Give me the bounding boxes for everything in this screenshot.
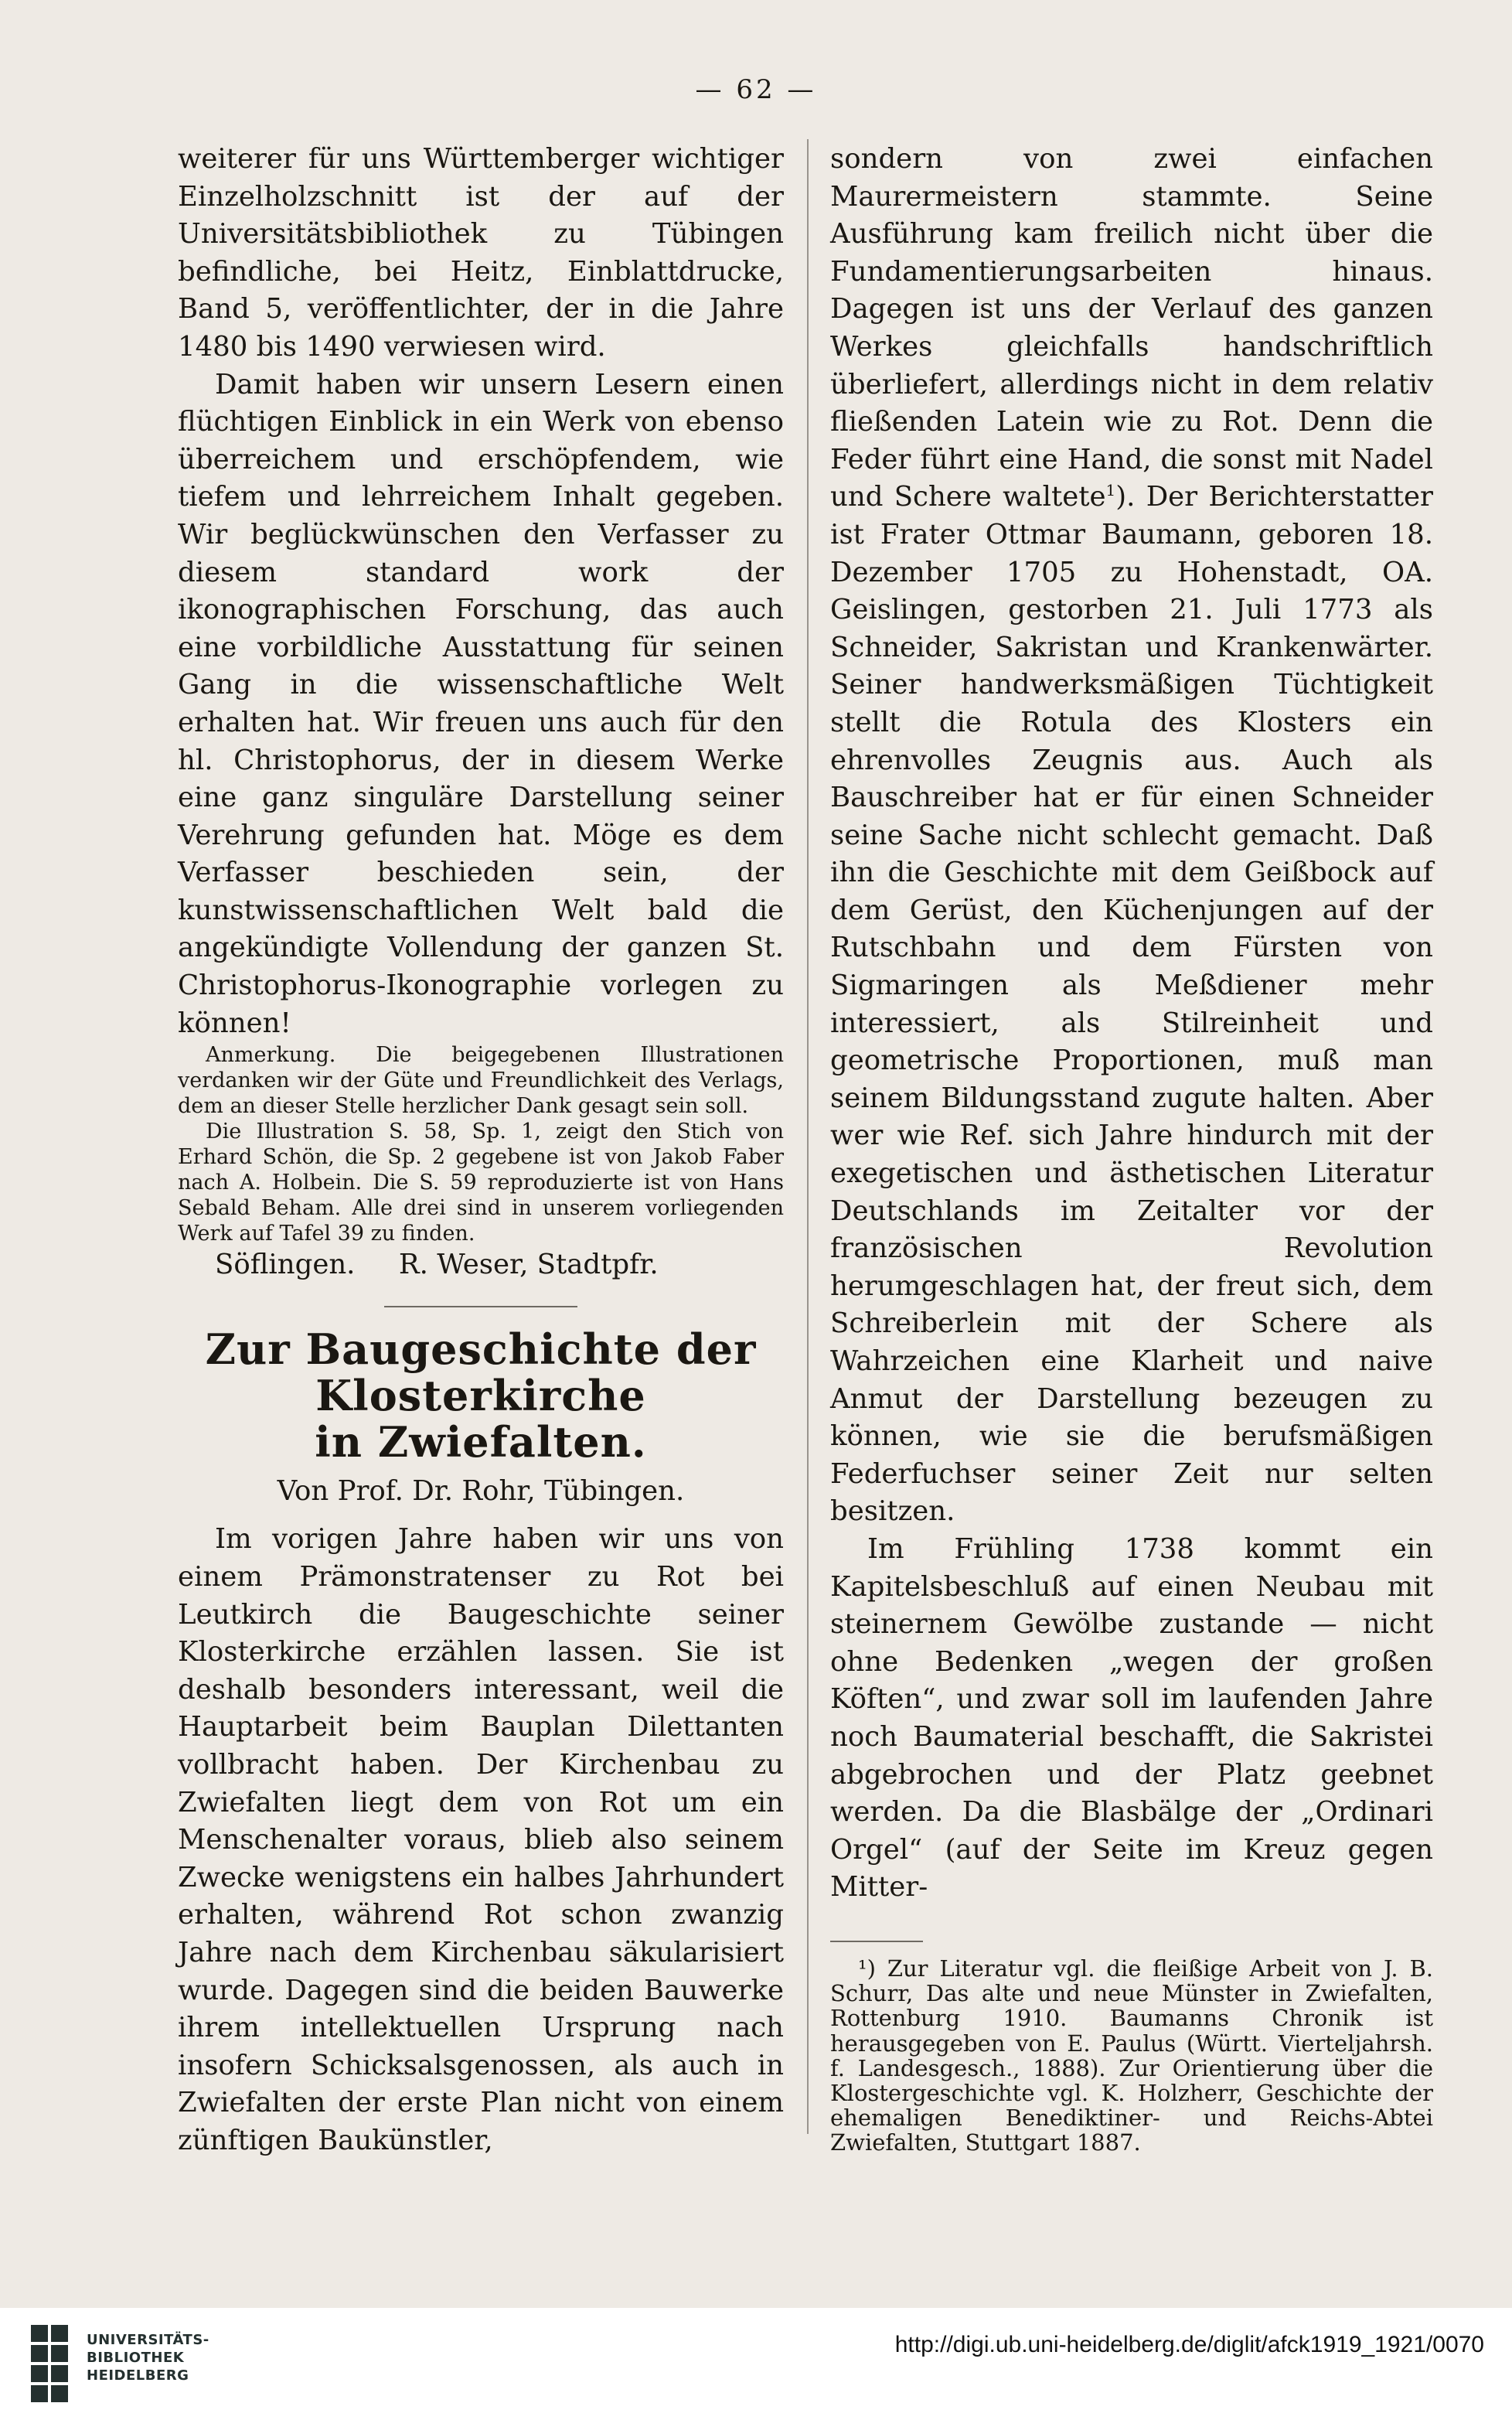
right-paragraph-1	[830, 141, 1433, 1531]
section-divider	[384, 1306, 577, 1307]
library-name-line-1: UNIVERSITÄTS-	[87, 2332, 209, 2348]
right-paragraph-2: Im Frühling 1738 kommt ein Kapitelsbeschluß auf einen Neubau mit steinernem Gewölbe zustande — nicht ohne Bedenken „wegen der großen Köften“, und zwar soll im laufenden Jahre noch Baumaterial beschafft, die Sakristei abgebrochen und der Platz geebnet werden. Da die Blasbälge der „Ordinari Orgel“ (auf der Seite im Kreuz gegen Mitter-	[830, 1532, 1433, 1904]
article-title-line-1: Zur Baugeschichte der Klosterkirche	[205, 1324, 757, 1420]
byline: Von Prof. Dr. Rohr, Tübingen.	[277, 1474, 685, 1507]
library-name-line-2: BIBLIOTHEK	[87, 2350, 185, 2366]
left-paragraph-3: Im vorigen Jahre haben wir uns von einem Prämonstratenser zu Rot bei Leutkirch die Baugeschichte seiner Klosterkirche erzählen lassen. Sie ist deshalb besonders interessant, weil die Hauptarbeit beim Bauplan Dilettanten vollbracht haben. Der Kirchenbau zu Zwiefalten liegt dem von Rot um ein Menschenalter voraus, blieb also seinem Zwecke wenigstens ein halbes Jahrhundert erhalten, während Rot schon zwanzig Jahre nach dem Kirchenbau säkularisiert wurde. Dagegen sind die beiden Bauwerke ihrem intellektuellen Ursprung nach insofern Schicksalsgenossen, als auch in Zwiefalten der erste Plan nicht von einem zünftigen Baukünstler,	[178, 1523, 784, 2156]
page-number: — 62 —	[695, 74, 817, 105]
column-divider	[807, 139, 809, 2134]
signature: Söflingen. R. Weser, Stadtpfr.	[215, 1249, 659, 1281]
library-name-line-3: HEIDELBERG	[87, 2367, 189, 2384]
footnote-rule	[830, 1941, 923, 1942]
left-column	[178, 141, 784, 2160]
left-paragraph-2: Damit haben wir unsern Lesern einen flüchtigen Einblick in ein Werk von ebenso überreichem und erschöpfendem, wie tiefem und lehrreichem Inhalt gegeben. Wir beglückwünschen den Verfasser zu diesem standard work der ikonographischen Forschung, das auch eine vorbildliche Ausstattung für seinen Gang in die wissenschaftliche Welt erhalten hat. Wir freuen uns auch für den hl. Christophorus, der in diesem Werke eine ganz singuläre Darstellung seiner Verehrung gefunden hat. Möge es dem Verfasser beschieden sein, der kunstwissenschaftlichen Welt bald die angekündigte Vollendung der ganzen St. Christophorus-Ikonographie vorlegen zu können!	[178, 368, 784, 1039]
right-column	[830, 141, 1433, 2156]
footnote: ¹) Zur Literatur vgl. die fleißige Arbeit von J. B. Schurr, Das alte und neue Münster in Zwiefalten, Rottenburg 1910. Baumanns Chronik ist herausgegeben von E. Paulus (Württ. Vierteljahrsh. f. Landesgesch., 1888). Zur Orientierung über die Klostergeschichte vgl. K. Holzherr, Geschichte der ehemaligen Benediktiner- und Reichs-Abtei Zwiefalten, Stuttgart 1887.	[830, 1955, 1433, 2156]
annotation-note-1: Anmerkung. Die beigegebenen Illustrationen verdanken wir der Güte und Freundlichkeit des Verlags, dem an dieser Stelle herzlicher Dank gesagt sein soll.	[178, 1043, 784, 1119]
article-title-line-2: in Zwiefalten.	[315, 1416, 647, 1467]
library-logo-icon	[23, 2322, 85, 2407]
right-paragraph-1a: sondern von zwei einfachen Maurermeistern stammte. Seine Ausführung kam freilich nicht über die Fundamentierungsarbeiten hinaus. Dagegen ist uns der Verlauf des ganzen Werkes gleichfalls handschriftlich überliefert, allerdings nicht in dem relativ fließenden Latein wie zu Rot. Denn die Feder führt eine Hand, die sonst mit Nadel und Schere waltete	[830, 143, 1433, 513]
library-name	[87, 2331, 209, 2384]
footer-bar	[0, 2308, 1512, 2420]
left-paragraph-1: weiterer für uns Württemberger wichtiger Einzelholzschnitt ist der auf der Universitätsbibliothek zu Tübingen befindliche, bei Heitz, Einblattdrucke, Band 5, veröffentlichter, der in die Jahre 1480 bis 1490 verwiesen wird.	[178, 143, 784, 363]
footnote-marker: 1	[1105, 481, 1116, 500]
annotation-note-2: Die Illustration S. 58, Sp. 1, zeigt den Stich von Erhard Schön, die Sp. 2 gegebene ist von Jakob Faber nach A. Holbein. Die S. 59 reproduzierte ist von Hans Sebald Beham. Alle drei sind in unserem vorliegenden Werk auf Tafel 39 zu finden.	[178, 1120, 784, 1246]
source-url-link[interactable]: http://digi.ub.uni-heidelberg.de/diglit/afck1919_1921/0070	[894, 2332, 1484, 2357]
right-paragraph-1b: ). Der Berichterstatter ist Frater Ottmar Baumann, geboren 18. Dezember 1705 zu Hohenstadt, OA. Geislingen, gestorben 21. Juli 1773 als Schneider, Sakristan und Krankenwärter. Seiner handwerksmäßigen Tüchtigkeit stellt die Rotula des Klosters ein ehrenvolles Zeugnis aus. Auch als Bauschreiber hat er für einen Schneider seine Sache nicht schlecht gemacht. Daß ihn die Geschichte mit dem Geißbock auf dem Gerüst, den Küchenjungen auf der Rutschbahn und dem Fürsten von Sigmaringen als Meßdiener mehr interessiert, als Stilreinheit und geometrische Proportionen, muß man seinem Bildungsstand zugute halten. Aber wer wie Ref. sich Jahre hindurch mit der exegetischen und ästhetischen Literatur Deutschlands im Zeitalter vor der französischen Revolution herumgeschlagen hat, der freut sich, dem Schreiberlein mit der Schere als Wahrzeichen eine Klarheit und naive Anmut der Darstellung bezeugen zu können, wie sie die berufsmäßigen Federfuchser seiner Zeit nur selten besitzen.	[830, 481, 1434, 1528]
